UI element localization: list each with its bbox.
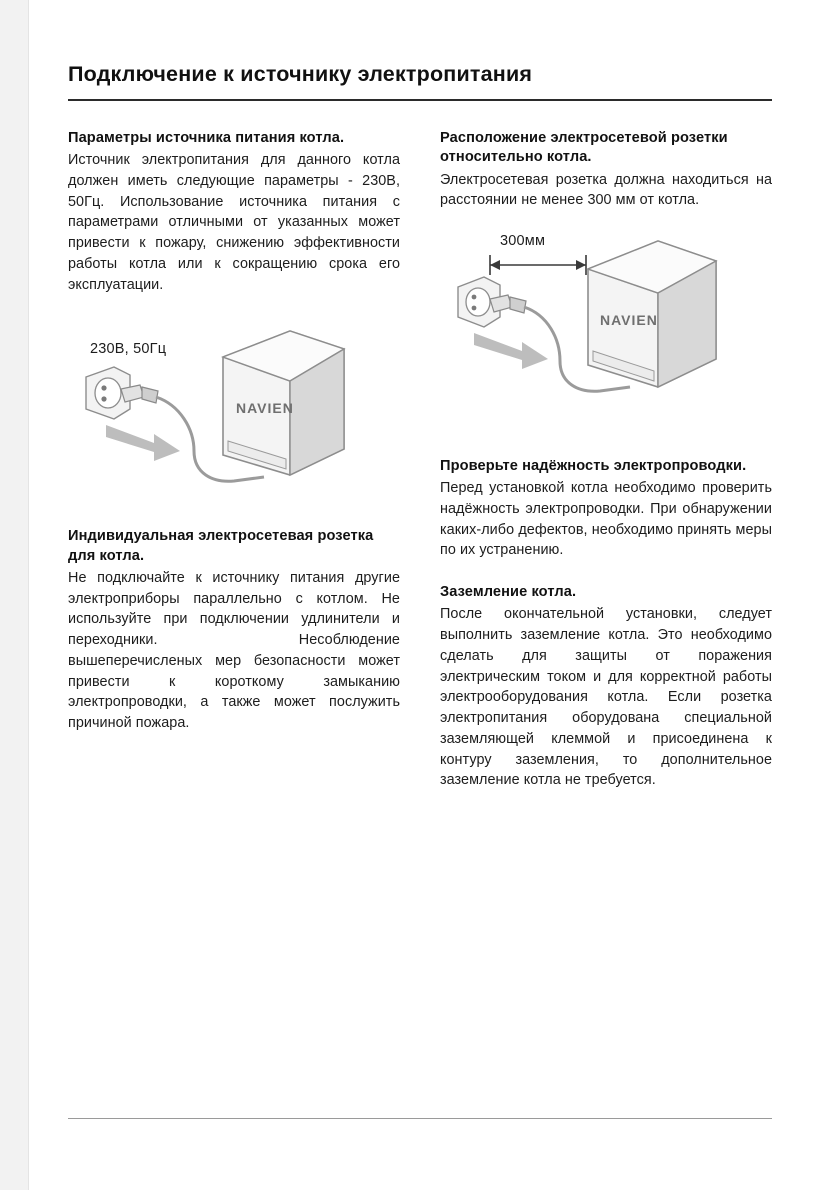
section-body: Электросетевая розетка должна находиться на расстоянии не менее 300 мм от котла.: [440, 171, 772, 209]
direction-arrow-icon: [106, 425, 180, 461]
power-plug-icon: [490, 295, 526, 313]
figure-label-distance: 300мм: [500, 232, 546, 249]
section-grounding: [440, 583, 772, 791]
power-plug-icon: [121, 385, 158, 403]
section-body: Не подключайте к источнику питания другие электроприборы параллельно с котлом. Не используйте при подключении удлинители и переходники. Несоблюдение вышеперечисленых мер безопасности может привести к короткому замыканию электропроводки, а также может послужить причиной пожара.: [68, 569, 400, 732]
page-title: Подключение к источнику электропитания: [68, 62, 533, 86]
section-heading: Проверьте надёжность электропроводки.: [440, 457, 747, 474]
boiler-unit-icon: [588, 241, 716, 387]
figure-label-voltage: 230В, 50Гц: [90, 341, 167, 358]
section-heading: Индивидуальная электросетевая розетка для котла.: [68, 528, 374, 564]
figure-power-supply: [68, 309, 400, 509]
section-heading: Расположение электросетевой розетки относительно котла.: [440, 130, 728, 166]
section-wiring-check: [440, 457, 772, 561]
section-body: Перед установкой котла необходимо проверить надёжность электропроводки. При обнаружении каких-либо дефектов, необходимо принять меры по их устранению.: [440, 480, 772, 559]
section-power-parameters: [68, 129, 400, 295]
page-content: [68, 62, 772, 813]
left-column: [68, 129, 400, 813]
section-heading: Заземление котла.: [440, 584, 577, 601]
dimension-line: [490, 255, 586, 275]
section-heading: Параметры источника питания котла.: [68, 130, 345, 146]
svg-text:NAVIEN: NAVIEN: [236, 400, 294, 417]
two-column-layout: [68, 129, 772, 813]
section-socket-location: [440, 129, 772, 211]
svg-text:NAVIEN: NAVIEN: [600, 311, 658, 328]
boiler-unit-icon: [223, 331, 344, 475]
figure-socket-distance: [440, 229, 772, 439]
figure-socket-distance-illustration: [440, 229, 772, 439]
right-column: [440, 129, 772, 813]
section-body: После окончательной установки, следует выполнить заземление котла. Это необходимо сделать для защиты от поражения электрическим током и для корректной работы электрооборудования котла. Если розетка электропитания оборудована специальной заземляющей клеммой и присоединена к контуру заземления, то дополнительное заземление котла не требуется.: [440, 606, 772, 789]
figure-power-supply-illustration: [68, 309, 400, 509]
title-divider: [68, 99, 772, 101]
section-individual-socket: [68, 527, 400, 733]
direction-arrow-icon: [474, 333, 548, 369]
footer-divider: [68, 1118, 772, 1119]
page-left-margin-band: [0, 0, 29, 1190]
section-body: Источник электропитания для данного котла должен иметь следующие параметры - 230В, 50Гц. Использование источника питания с параметрами отличными от указанных может привести к пожару, снижению эффективности работы котла или к сокращению срока его эксплуатации.: [68, 152, 400, 293]
